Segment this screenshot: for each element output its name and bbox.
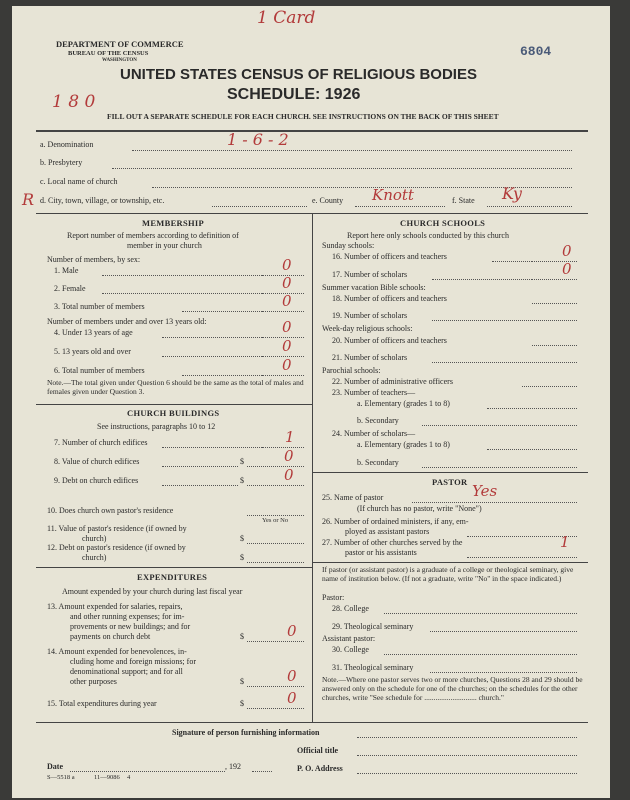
q14-label: 14. Amount expended for benevolences, in- [47,647,187,656]
buildings-intro: See instructions, paragraphs 10 to 12 [97,422,216,431]
city: WASHINGTON [102,58,137,63]
pastor-title: PASTOR [432,477,468,487]
q18-label: 18. Number of officers and teachers [332,294,447,303]
parochial-label: Parochial schools: [322,366,381,375]
stamp-number: 6804 [520,44,552,59]
q12-label-2: church) [82,553,107,562]
city-field[interactable] [212,206,307,207]
buildings-title: CHURCH BUILDINGS [127,408,220,418]
by-sex-label: Number of members, by sex: [47,255,141,264]
denomination-label: a. Denomination [40,140,94,149]
state-label: f. State [452,196,475,205]
q14-label-4: other purposes [70,677,117,686]
q27-value: 1 [560,533,570,551]
form-code: S—5518 a [47,774,75,781]
handwritten-number: 1 8 0 [52,92,96,112]
sunday-label: Sunday schools: [322,241,375,250]
q21-label: 21. Number of scholars [332,353,408,362]
denomination-field[interactable] [132,150,572,151]
q7-label: 7. Number of church edifices [54,438,148,447]
expenditures-title: EXPENDITURES [137,572,208,582]
q27-field[interactable] [467,557,577,558]
q15-field[interactable] [247,708,304,709]
assistant-label: Assistant pastor: [322,634,376,643]
q6-value: 0 [282,356,292,374]
census-form [12,6,610,798]
q8-field[interactable] [247,466,304,467]
county-label: e. County [312,196,344,205]
q2-label: 2. Female [54,284,86,293]
official-title-field[interactable] [357,755,577,756]
q19-field[interactable] [432,320,577,321]
county-value: Knott [372,186,414,204]
state-field[interactable] [487,206,572,207]
bureau: BUREAU OF THE CENSUS [68,50,149,57]
q3-field[interactable] [262,311,304,312]
q14-value: 0 [287,667,297,685]
q28-field[interactable] [384,613,577,614]
q30-field[interactable] [384,654,577,655]
presbytery-label: b. Presbytery [40,158,83,167]
q22-label: 22. Number of administrative officers [332,377,453,386]
q27-label: 27. Number of other churches served by the [322,538,463,547]
q23b-field[interactable] [422,425,577,426]
q20-label: 20. Number of officers and teachers [332,336,447,345]
q23-label: 23. Number of teachers— [332,388,416,397]
q28-label: 28. College [332,604,369,613]
q13-label: 13. Amount expended for salaries, repairs, [47,602,183,611]
schedule-title: SCHEDULE: 1926 [227,86,361,103]
city-label: d. City, town, village, or township, etc. [40,196,165,205]
q10-label: 10. Does church own pastor's residence [47,506,174,515]
q13-value: 0 [287,622,297,640]
q20-field[interactable] [532,345,577,346]
year-prefix: , 192 [225,762,241,771]
q25-hint: (If church has no pastor, write "None") [357,504,482,513]
q15-dollar: $ [240,699,244,708]
po-address-label: P. O. Address [297,764,343,773]
q17-field[interactable] [532,279,577,280]
q24-label: 24. Number of scholars— [332,429,416,438]
age-head-label: Number of members under and over 13 years old: [47,317,207,326]
q26-label-2: ployed as assistant pastors [345,527,430,536]
q4-value: 0 [282,318,292,336]
q17-label: 17. Number of scholars [332,270,408,279]
q31-label: 31. Theological seminary [332,663,414,672]
q25-value: Yes [472,482,498,500]
q14-label-3: denominational support; and for all [70,667,183,676]
po-address-field[interactable] [357,773,577,774]
q2-value: 0 [282,274,292,292]
q30-label: 30. College [332,645,369,654]
official-title-label: Official title [297,746,339,755]
q31-field[interactable] [430,672,577,673]
membership-intro: Report number of members according to definition of [67,231,239,240]
q24b-field[interactable] [422,467,577,468]
q14-dollar: $ [240,677,244,686]
q9-dollar: $ [240,476,244,485]
q8-dollar: $ [240,457,244,466]
print-code-suffix: 4 [127,774,131,781]
q1-label: 1. Male [54,266,79,275]
q12-label: 12. Debt on pastor's residence (if owned by [47,543,186,552]
q13-label-2: and other running expenses; for im- [70,612,185,621]
pastor-label: Pastor: [322,593,345,602]
q11-label-2: church) [82,534,107,543]
q7-value: 1 [285,428,295,446]
q17-value: 0 [562,260,572,278]
print-code: 11—9086 [94,774,120,781]
q11-label: 11. Value of pastor's residence (if owned by [47,524,187,533]
q15-label: 15. Total expenditures during year [47,699,157,708]
summer-label: Summer vacation Bible schools: [322,283,426,292]
q9-value: 0 [284,466,294,484]
county-field[interactable] [355,206,445,207]
q29-label: 29. Theological seminary [332,622,414,631]
instruction: FILL OUT A SEPARATE SCHEDULE FOR EACH CHURCH. SEE INSTRUCTIONS ON THE BACK OF THIS SHEET [107,112,499,121]
q12-dollar: $ [240,553,244,562]
pastor-note: Note.—Where one pastor serves two or more churches, Questions 28 and 29 should be answered only on the schedule for one of the churches; on the schedules for the other churches, write "See schedule for ............................ church." [322,675,583,702]
denomination-value: 1 - 6 - 2 [227,130,289,149]
department: DEPARTMENT OF COMMERCE [56,39,184,49]
q1-value: 0 [282,256,292,274]
q15-value: 0 [287,689,297,707]
q11-dollar: $ [240,534,244,543]
q22-field[interactable] [522,386,577,387]
weekday-label: Week-day religious schools: [322,324,413,333]
q6-label: 6. Total number of members [54,366,145,375]
q24a-field[interactable] [487,449,577,450]
q13-field[interactable] [247,641,304,642]
membership-title: MEMBERSHIP [142,218,205,228]
q24b-label: b. Secondary [357,458,399,467]
q3-label: 3. Total number of members [54,302,145,311]
yes-no-hint: Yes or No [262,517,289,524]
presbytery-field[interactable] [112,168,572,169]
q13-label-4: payments on church debt [70,632,151,641]
q9-field[interactable] [247,485,304,486]
signature-label: Signature of person furnishing information [172,728,320,737]
schools-intro: Report here only schools conducted by this church [347,231,509,240]
q4-label: 4. Under 13 years of age [54,328,133,337]
q26-label: 26. Number of ordained ministers, if any, em- [322,517,469,526]
q25-label: 25. Name of pastor [322,493,384,502]
schools-title: CHURCH SCHOOLS [400,218,486,228]
q7-field[interactable] [262,447,304,448]
q5-value: 0 [282,337,292,355]
q5-label: 5. 13 years old and over [54,347,131,356]
membership-intro-2: member in your church [127,241,202,250]
q9-label: 9. Debt on church edifices [54,476,139,485]
date-field[interactable] [70,771,225,772]
card-note: 1 Card [257,8,316,28]
q18-field[interactable] [532,303,577,304]
membership-note: Note.—The total given under Question 6 should be the same as the total of males and females given under Question 3. [47,378,304,396]
q23a-field[interactable] [487,408,577,409]
q23b-label: b. Secondary [357,416,399,425]
signature-field[interactable] [357,737,577,738]
q21-field[interactable] [432,362,577,363]
q8-label: 8. Value of church edifices [54,457,140,466]
q27-label-2: pastor or his assistants [345,548,417,557]
q3-value: 0 [282,292,292,310]
q29-field[interactable] [430,631,577,632]
q11-field[interactable] [247,543,304,544]
q13-dollar: $ [240,632,244,641]
q14-field[interactable] [247,686,304,687]
r-mark: R [22,190,35,209]
q19-label: 19. Number of scholars [332,311,408,320]
q13-label-3: provements or new buildings; and for [70,622,191,631]
q23a-label: a. Elementary (grades 1 to 8) [357,399,450,408]
q6-field[interactable] [262,375,304,376]
expenditures-intro: Amount expended by your church during last fiscal year [62,587,243,596]
state-value: Ky [502,184,522,203]
q16-label: 16. Number of officers and teachers [332,252,447,261]
q25-field[interactable] [412,502,577,503]
q10-field[interactable] [247,515,304,516]
form-title: UNITED STATES CENSUS OF RELIGIOUS BODIES [120,66,477,83]
q14-label-2: cluding home and foreign missions; for [70,657,196,666]
q24a-label: a. Elementary (grades 1 to 8) [357,440,450,449]
q16-value: 0 [562,242,572,260]
date-label: Date [47,762,63,771]
q12-field[interactable] [247,562,304,563]
graduate-note: If pastor (or assistant pastor) is a graduate of a college or theological seminary, give name of institution below. (If not a graduate, write "No" in the space indicated.) [322,565,574,583]
local-name-label: c. Local name of church [40,177,118,186]
q8-value: 0 [284,447,294,465]
